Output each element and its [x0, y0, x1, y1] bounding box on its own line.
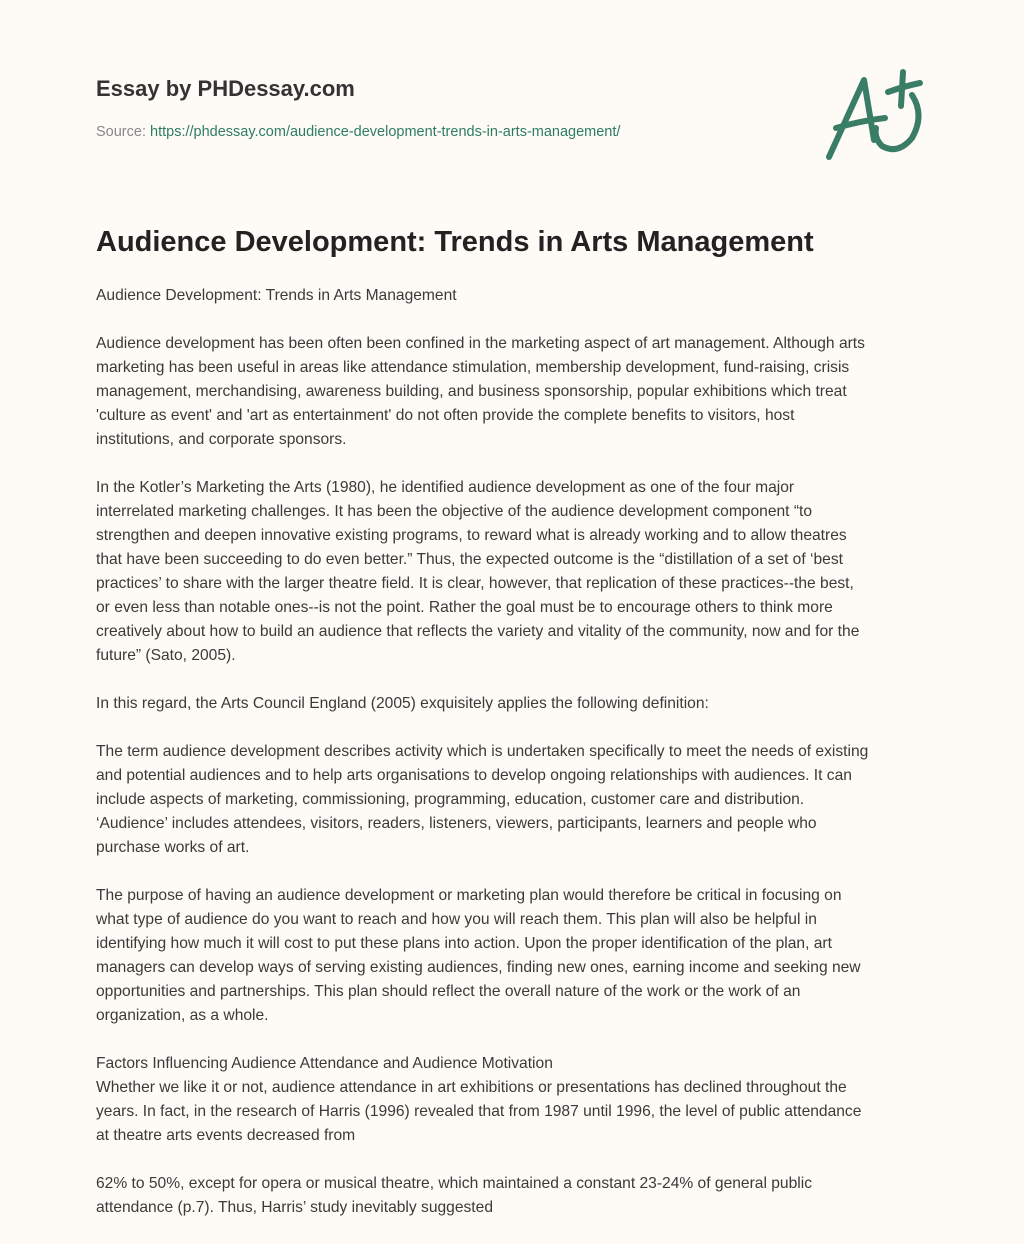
text-line: at theatre arts events decreased from	[96, 1127, 356, 1144]
paragraph-6	[96, 1076, 936, 1148]
text-line: marketing has been useful in areas like attendance stimulation, membership development, fund-raising, crisis	[96, 359, 850, 376]
paragraph-3	[96, 692, 936, 716]
essay-title: Audience Development: Trends in Arts Management	[96, 226, 814, 258]
text-line: The term audience development describes activity which is undertaken specifically to meet the needs of existing	[96, 743, 869, 760]
text-line: years. In fact, in the research of Harris (1996) revealed that from 1987 until 1996, the level of public attendance	[96, 1103, 862, 1120]
text-line: managers can develop ways of serving existing audiences, finding new ones, earning income and seeking new	[96, 959, 861, 976]
text-line: purchase works of art.	[96, 839, 250, 856]
text-line: ‘Audience’ includes attendees, visitors, readers, listeners, viewers, participants, learners and people who	[96, 815, 817, 832]
text-line: creatively about how to build an audience that reflects the variety and vitality of the community, now and for the	[96, 623, 860, 640]
text-line: management, merchandising, awareness building, and business sponsorship, popular exhibitions which treat	[96, 383, 847, 400]
text-line: Audience Development: Trends in Arts Management	[96, 287, 457, 304]
text-line: In the Kotler’s Marketing the Arts (1980), he identified audience development as one of the four major	[96, 479, 795, 496]
a-plus-logo-icon	[0, 0, 1024, 200]
text-line: Factors Influencing Audience Attendance and Audience Motivation	[96, 1055, 553, 1072]
section-heading	[96, 1052, 936, 1076]
text-line: include aspects of marketing, commissioning, programming, education, customer care and distribution.	[96, 791, 805, 808]
paragraph-2	[96, 476, 936, 668]
paragraph-5	[96, 884, 936, 1028]
text-line: 62% to 50%, except for opera or musical theatre, which maintained a constant 23-24% of general public	[96, 1175, 812, 1192]
text-line: Audience development has been often been confined in the marketing aspect of art management. Although arts	[96, 335, 865, 352]
text-line: identifying how much it will cost to put these plans into action. Upon the proper identification of the plan, art	[96, 935, 832, 952]
text-line: Whether we like it or not, audience attendance in art exhibitions or presentations has declined throughout the	[96, 1079, 847, 1096]
essay-body	[96, 284, 936, 1244]
text-line: 'culture as event' and 'art as entertainment' do not often provide the complete benefits to visitors, host	[96, 407, 795, 424]
text-line: organization, as a whole.	[96, 1007, 269, 1024]
text-line: practices’ to share with the larger theatre field. It is clear, however, that replication of these practices--the best,	[96, 575, 854, 592]
text-line: interrelated marketing challenges. It has been the objective of the audience development component “to	[96, 503, 813, 520]
text-line: opportunities and partnerships. This plan should reflect the overall nature of the work or the work of an	[96, 983, 801, 1000]
site-title: Essay by PHDessay.com	[96, 76, 355, 101]
text-line: that have been succeeding to do even better.” Thus, the expected outcome is the “distillation of a set of ‘best	[96, 551, 843, 568]
text-line: or even less than notable ones--is not the point. Rather the goal must be to encourage others to think more	[96, 599, 833, 616]
text-line: what type of audience do you want to reach and how you will reach them. This plan will also be helpful in	[96, 911, 817, 928]
paragraph-1	[96, 332, 936, 452]
text-line: attendance (p.7). Thus, Harris’ study inevitably suggested	[96, 1199, 493, 1216]
paragraph-4	[96, 740, 936, 860]
text-line: strengthen and deepen innovative existing programs, to reward what is already working and to allow theatres	[96, 527, 847, 544]
subtitle	[96, 284, 936, 308]
text-line: The purpose of having an audience development or marketing plan would therefore be critical in focusing on	[96, 887, 842, 904]
text-line: institutions, and corporate sponsors.	[96, 431, 347, 448]
source-link[interactable]: https://phdessay.com/audience-development-trends-in-arts-management/	[150, 124, 621, 140]
text-line: In this regard, the Arts Council England (2005) exquisitely applies the following definition:	[96, 695, 709, 712]
paragraph-7	[96, 1172, 936, 1220]
text-line: and potential audiences and to help arts organisations to develop ongoing relationships with audiences. It can	[96, 767, 852, 784]
source-label: Source:	[96, 124, 146, 140]
text-line: future” (Sato, 2005).	[96, 647, 236, 664]
